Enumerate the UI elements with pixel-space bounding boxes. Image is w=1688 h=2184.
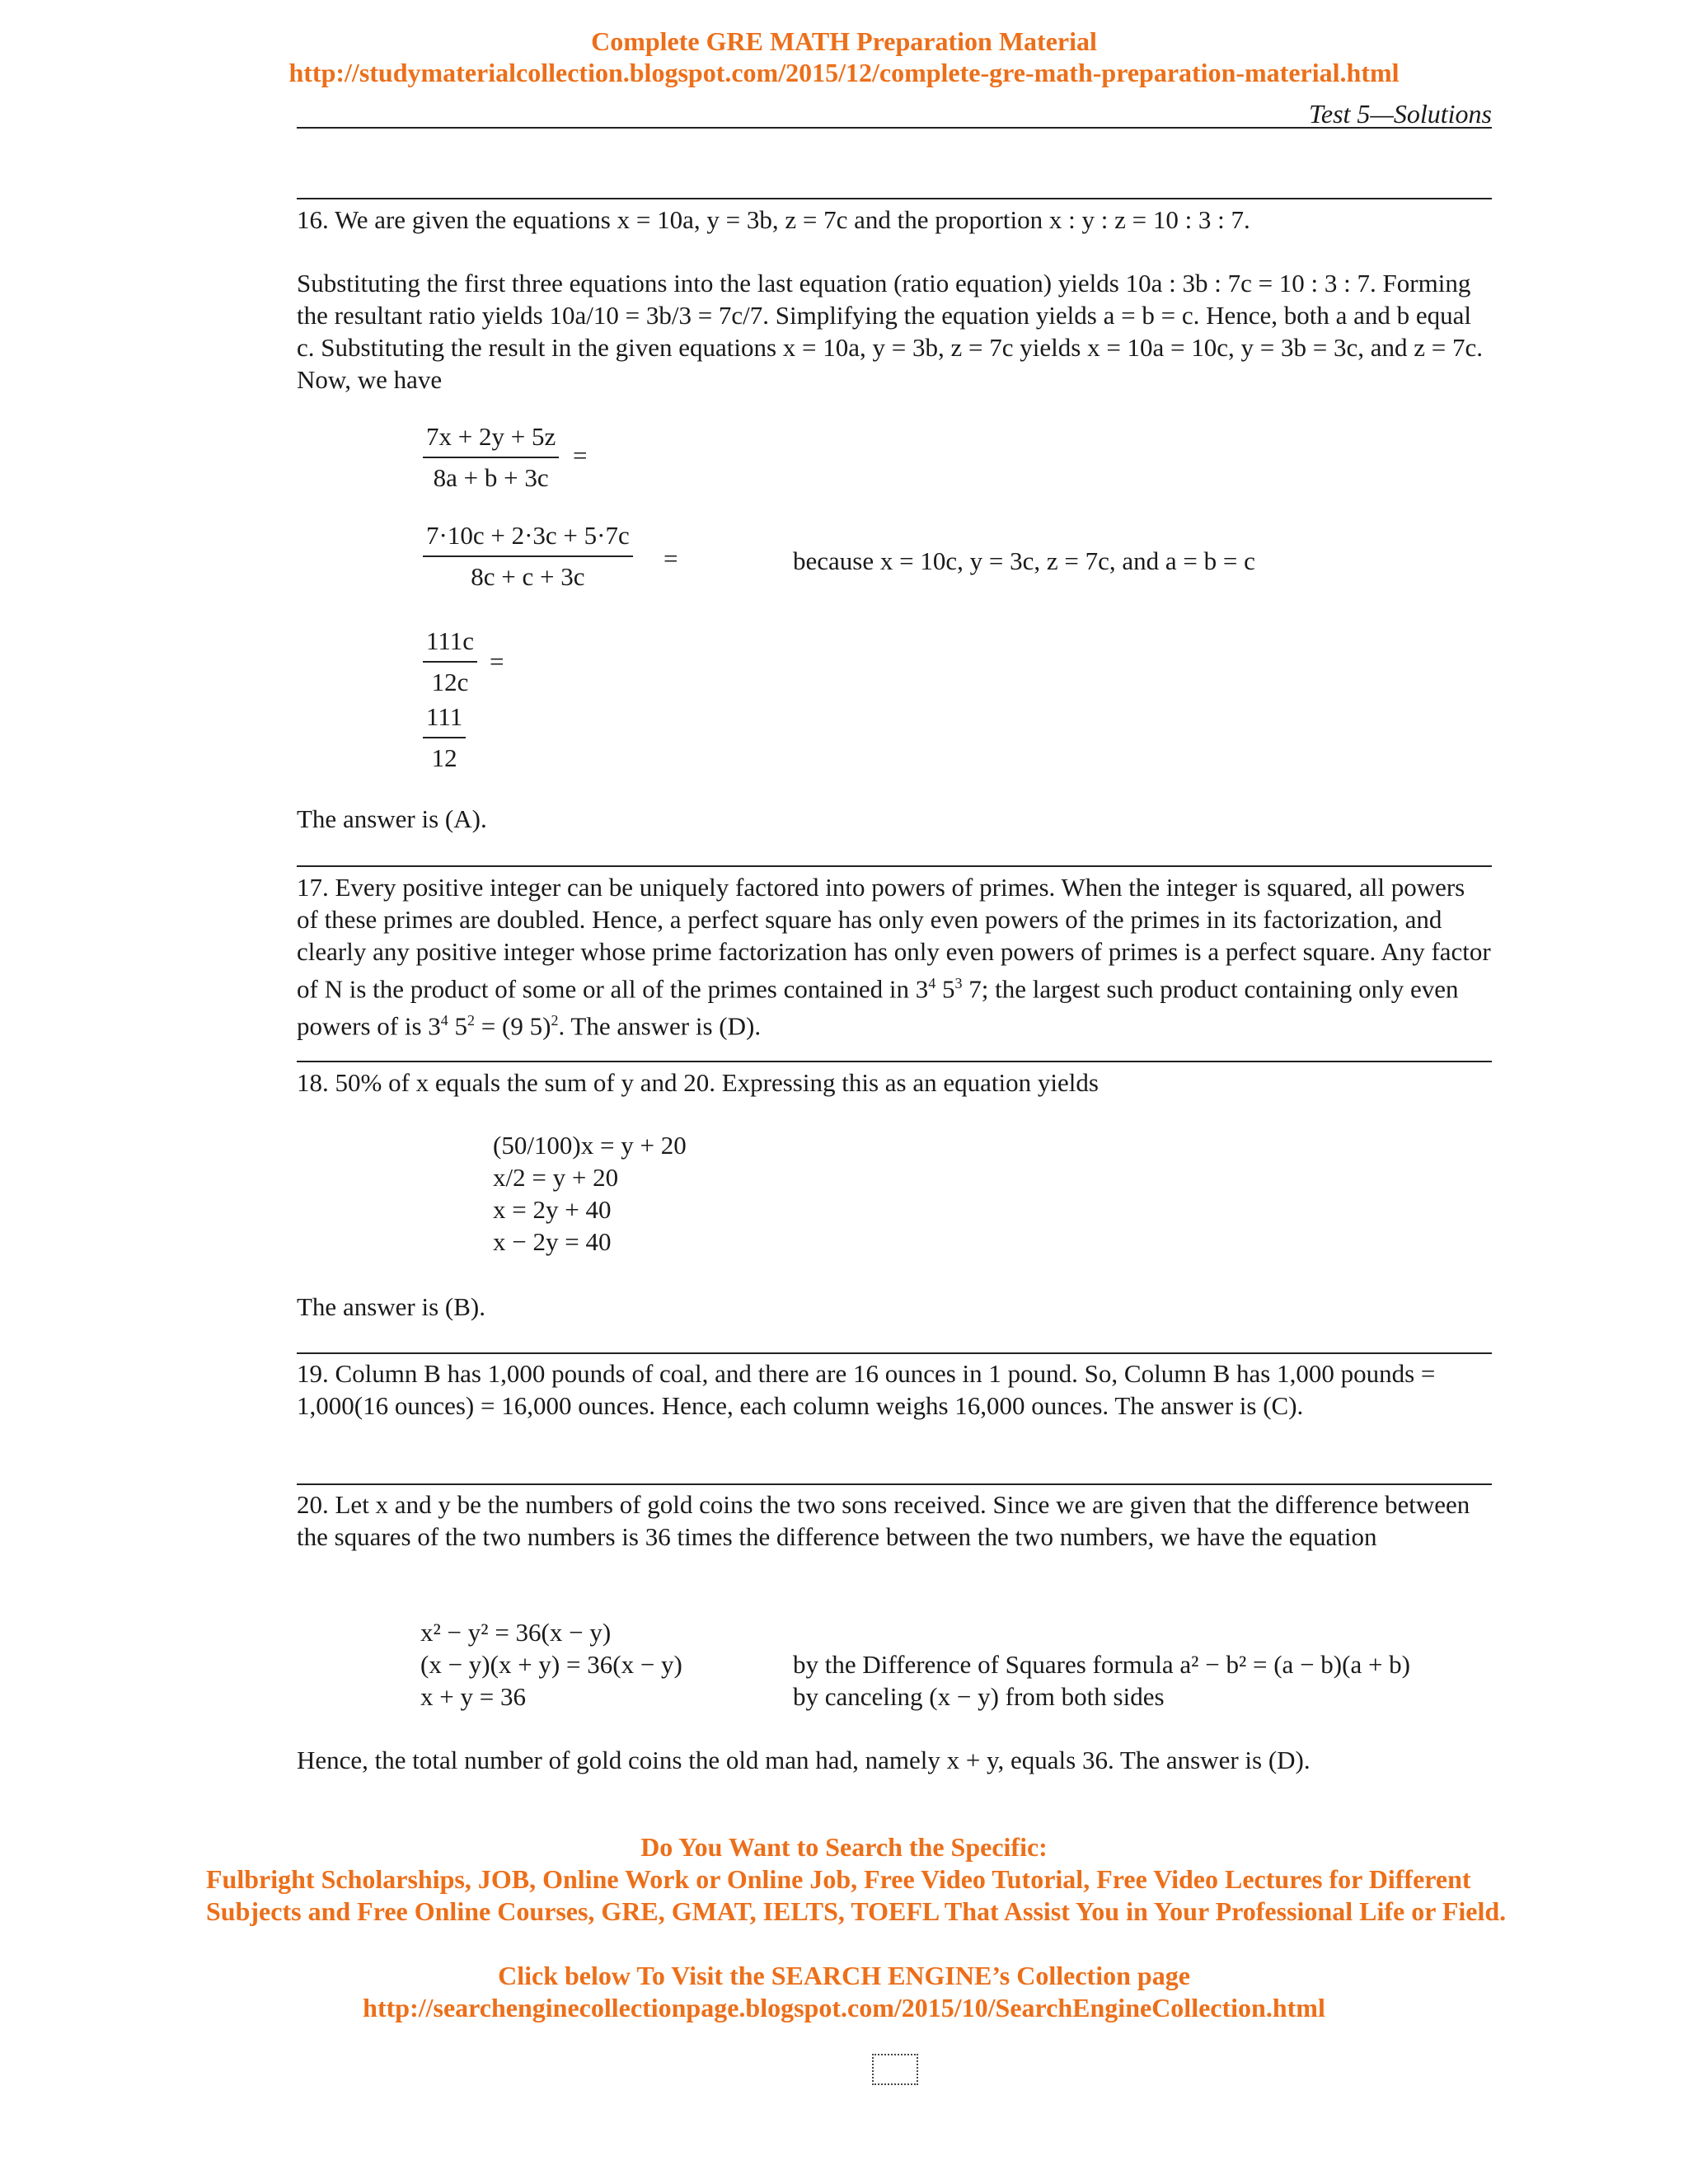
placeholder-box: [872, 2054, 918, 2085]
fraction-numerator: 111: [423, 702, 466, 738]
fraction-denominator: 8c + c + 3c: [471, 562, 585, 591]
footer-link[interactable]: http://searchenginecollectionpage.blogspot.com/2015/10/SearchEngineCollection.html: [363, 1993, 1325, 2022]
q19-rule: [297, 1352, 1492, 1354]
q20-notes: [793, 1648, 1410, 1713]
superscript: 3: [954, 975, 963, 991]
q17-text-b: 5: [935, 974, 955, 1004]
q16-rule: [297, 198, 1492, 199]
header-rule: [297, 127, 1492, 129]
q20-equations: [420, 1616, 682, 1713]
page-header-url[interactable]: http://studymaterialcollection.blogspot.com/2015/12/complete-gre-math-preparation-material.html: [288, 58, 1400, 87]
equals-sign: =: [490, 647, 504, 676]
q20-intro: 20. Let x and y be the numbers of gold coins the two sons received. Since we are given that the difference between the squares of the two numbers is 36 times the difference between the two numbers, we have the equation: [297, 1490, 1470, 1551]
q18-intro: 18. 50% of x equals the sum of y and 20. Expressing this as an equation yields: [297, 1068, 1099, 1097]
equation-line: x² − y² = 36(x − y): [420, 1618, 612, 1647]
page-header-title: Complete GRE MATH Preparation Material: [591, 26, 1097, 56]
equation-line: x − 2y = 40: [493, 1227, 612, 1256]
q18-answer: The answer is (B).: [297, 1292, 485, 1321]
fraction-numerator: 7·10c + 2·3c + 5·7c: [423, 521, 633, 557]
fraction-numerator: 111c: [423, 626, 477, 663]
equation-line: x = 2y + 40: [493, 1195, 612, 1224]
q17-text-a: 17. Every positive integer can be uniquely factored into powers of primes. When the integer is squared, all powers of these primes are doubled. Hence, a perfect square has only even powers of the primes in its factorization, and clearly any positive integer whose prime factorization has only even powers of primes is a perfect square. Any factor of N is the product of some or all of the primes contained in 3: [297, 873, 1491, 1004]
q17-text-d: 5: [448, 1011, 468, 1041]
equation-line: (x − y)(x + y) = 36(x − y): [420, 1650, 682, 1679]
equation-line: (50/100)x = y + 20: [493, 1131, 687, 1160]
q17-rule: [297, 865, 1492, 867]
equals-sign: =: [663, 544, 678, 573]
equation-note: by the Difference of Squares formula a² − b² = (a − b)(a + b): [793, 1650, 1411, 1679]
fraction-numerator: 7x + 2y + 5z: [423, 422, 559, 458]
q17-text: [297, 871, 1492, 1043]
equation-note: by canceling (x − y) from both sides: [793, 1682, 1165, 1711]
equals-sign: =: [573, 441, 588, 470]
q17-text-e: = (9 5): [475, 1011, 551, 1041]
q16-fraction-2: [423, 521, 633, 592]
superscript: 4: [440, 1012, 448, 1029]
q16-paragraph: Substituting the first three equations into the last equation (ratio equation) yields 10a : 3b : 7c = 10 : 3 : 7. Forming the resultant ratio yields 10a/10 = 3b/3 = 7c/7. Simplifying the equation yields a = b = c. Hence, both a and b equal c. Substituting the result in the given equations x = 10a, y = 3b, z = 7c yields x = 10a = 10c, y = 3b = 3c, and z = 7c. Now, we have: [297, 269, 1484, 394]
q16-fraction-1: [423, 422, 559, 493]
q17-text-f: . The answer is (D).: [558, 1011, 762, 1041]
q20-rule: [297, 1483, 1492, 1485]
equation-line: x/2 = y + 20: [493, 1163, 619, 1192]
q16-fraction-4: [423, 702, 466, 773]
q16-note: because x = 10c, y = 3c, z = 7c, and a = b = c: [793, 546, 1255, 575]
superscript: 4: [928, 975, 936, 991]
superscript: 2: [467, 1012, 476, 1029]
q18-rule: [297, 1061, 1492, 1062]
fraction-denominator: 12: [431, 743, 457, 772]
q19-text: 19. Column B has 1,000 pounds of coal, and there are 16 ounces in 1 pound. So, Column B has 1,000 pounds = 1,000(16 ounces) = 16,000 ounces. Hence, each column weighs 16,000 ounces. The answer is (C).: [297, 1359, 1436, 1420]
q17-text-c: 7; the largest such product containing only even powers of is 3: [297, 974, 1459, 1041]
q16-answer: The answer is (A).: [297, 804, 487, 833]
footer-heading: Do You Want to Search the Specific:: [640, 1832, 1048, 1862]
fraction-denominator: 8a + b + 3c: [433, 463, 549, 492]
running-head: Test 5—Solutions: [1309, 99, 1492, 129]
footer-cta: Click below To Visit the SEARCH ENGINE’s Collection page: [498, 1961, 1190, 1990]
q20-conclusion: Hence, the total number of gold coins the old man had, namely x + y, equals 36. The answer is (D).: [297, 1746, 1311, 1774]
q16-intro: 16. We are given the equations x = 10a, y = 3b, z = 7c and the proportion x : y : z = 10 : 3 : 7.: [297, 205, 1250, 234]
q18-equations: [493, 1129, 687, 1258]
fraction-denominator: 12c: [431, 668, 469, 696]
footer-description: Fulbright Scholarships, JOB, Online Work or Online Job, Free Video Tutorial, Free Video Lectures for Different Subjects and Free Online Courses, GRE, GMAT, IELTS, TOEFL That Assist You in Your Professional Life or Field.: [206, 1864, 1507, 1926]
superscript: 2: [551, 1012, 559, 1029]
q16-fraction-3: [423, 626, 477, 697]
equation-line: x + y = 36: [420, 1682, 526, 1711]
